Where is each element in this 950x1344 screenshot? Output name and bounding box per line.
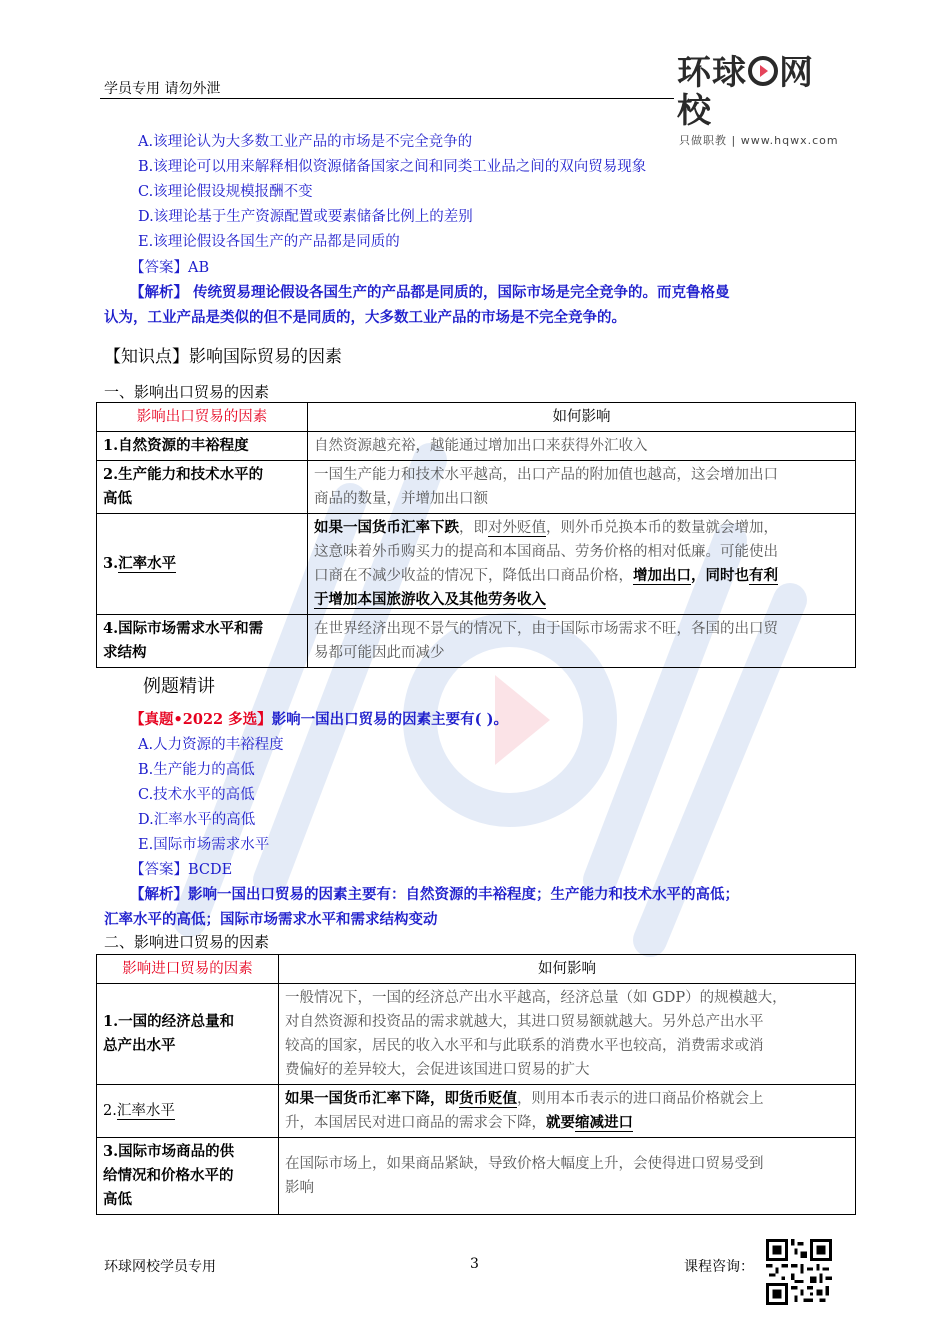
factor-cell: 3.国际市场商品的供 给情况和价格水平的 高低 <box>97 1138 279 1215</box>
prev-option-e: E.该理论假设各国生产的产品都是同质的 <box>138 234 400 250</box>
table-header-row <box>97 955 856 984</box>
factor-cell: 3.汇率水平 <box>97 514 308 615</box>
course-consult-label: 课程咨询： <box>684 1259 754 1275</box>
prev-analysis-line1: 【解析】 传统贸易理论假设各国生产的产品都是同质的，国际市场是完全竞争的。而克鲁格曼 <box>130 284 730 301</box>
example-option-c: C.技术水平的高低 <box>138 787 255 803</box>
header-effect: 如何影响 <box>279 955 856 984</box>
table-row <box>97 432 856 461</box>
factor-cell: 1.一国的经济总量和 总产出水平 <box>97 984 279 1085</box>
prev-answer: 【答案】AB <box>130 260 210 276</box>
factor-cell: 1.自然资源的丰裕程度 <box>97 432 308 461</box>
section2-title: 二、影响进口贸易的因素 <box>104 933 270 951</box>
effect-cell: 一国生产能力和技术水平越高，出口产品的附加值也越高，这会增加出口 商品的数量，并增加出口额 <box>308 461 856 514</box>
table-row <box>97 514 856 615</box>
effect-cell: 一般情况下，一国的经济总产出水平越高，经济总量（如 GDP）的规模越大， 对自然资源和投资品的需求就越大，其进口贸易额就越大。另外总产出水平 较高的国家，居民的收入水平和与此联系的消费水平也较高，消费需求或消 费偏好的差异较大，会促进该国进口贸易的扩大 <box>279 984 856 1085</box>
prev-option-a: A.该理论认为大多数工业产品的市场是不完全竞争的 <box>138 134 473 150</box>
example-analysis-line2: 汇率水平的高低；国际市场需求水平和需求结构变动 <box>104 911 438 928</box>
example-analysis-line1: 【解析】影响一国出口贸易的因素主要有：自然资源的丰裕程度；生产能力和技术水平的高低； <box>130 886 739 903</box>
effect-cell: 自然资源越充裕，越能通过增加出口来获得外汇收入 <box>308 432 856 461</box>
logo-slogan: 只做职教 | www.hqwx.com <box>679 134 839 147</box>
section1-title: 一、影响出口贸易的因素 <box>104 383 270 401</box>
effect-cell: 如果一国货币汇率下降，即货币贬值，则用本币表示的进口商品价格就会上 升，本国居民对进口商品的需求会下降，就要缩减进口 <box>279 1085 856 1138</box>
table-header-row <box>97 403 856 432</box>
table-row <box>97 984 856 1085</box>
prev-option-b: B.该理论可以用来解释相似资源储备国家之间和同类工业品之间的双向贸易现象 <box>138 159 647 175</box>
example-option-b: B.生产能力的高低 <box>138 762 255 778</box>
export-factors-table <box>96 402 856 668</box>
table-row <box>97 461 856 514</box>
header-factor: 影响出口贸易的因素 <box>97 403 308 432</box>
table-row <box>97 1138 856 1215</box>
knowledge-title: 【知识点】影响国际贸易的因素 <box>104 347 342 367</box>
effect-cell: 在世界经济出现不景气的情况下，由于国际市场需求不旺，各国的出口贸 易都可能因此而减少 <box>308 615 856 668</box>
example-option-a: A.人力资源的丰裕程度 <box>138 737 284 753</box>
example-title: 例题精讲 <box>143 676 215 697</box>
header-notice: 学员专用 请勿外泄 <box>104 81 221 97</box>
exam-tag: 【真题•2022 多选】 <box>130 711 272 728</box>
effect-cell: 如果一国货币汇率下跌，即对外贬值，则外币兑换本币的数量就会增加， 这意味着外币购买力的提高和本国商品、劳务价格的相对低廉。可能使出 口商在不减少收益的情况下，降低出口商品价格，增加出口，同时也有利 于增加本国旅游收入及其他劳务收入 <box>308 514 856 615</box>
prev-analysis-line2: 认为，工业产品是类似的但不是同质的，大多数工业产品的市场是不完全竞争的。 <box>104 309 626 326</box>
example-stem: 【真题•2022 多选】影响一国出口贸易的因素主要有( )。 <box>130 711 508 728</box>
effect-cell: 在国际市场上，如果商品紧缺，导致价格大幅度上升，会使得进口贸易受到 影响 <box>279 1138 856 1215</box>
factor-cell: 4.国际市场需求水平和需 求结构 <box>97 615 308 668</box>
page-number: 3 <box>470 1256 479 1272</box>
example-option-e: E.国际市场需求水平 <box>138 837 270 853</box>
play-circle-icon <box>748 56 778 86</box>
example-option-d: D.汇率水平的高低 <box>138 812 256 828</box>
header-factor: 影响进口贸易的因素 <box>97 955 279 984</box>
factor-cell: 2.汇率水平 <box>97 1085 279 1138</box>
hqwx-logo: 环球 网校 只做职教 | www.hqwx.com <box>677 54 847 148</box>
header-divider <box>100 98 674 99</box>
prev-option-c: C.该理论假设规模报酬不变 <box>138 184 313 200</box>
table-row <box>97 615 856 668</box>
qr-code-icon[interactable] <box>766 1239 832 1305</box>
import-factors-table <box>96 954 856 1215</box>
example-answer: 【答案】BCDE <box>130 862 233 878</box>
footer-left-text: 环球网校学员专用 <box>104 1259 216 1275</box>
header-effect: 如何影响 <box>308 403 856 432</box>
factor-cell: 2.生产能力和技术水平的 高低 <box>97 461 308 514</box>
table-row <box>97 1085 856 1138</box>
prev-option-d: D.该理论基于生产资源配置或要素储备比例上的差别 <box>138 209 473 225</box>
